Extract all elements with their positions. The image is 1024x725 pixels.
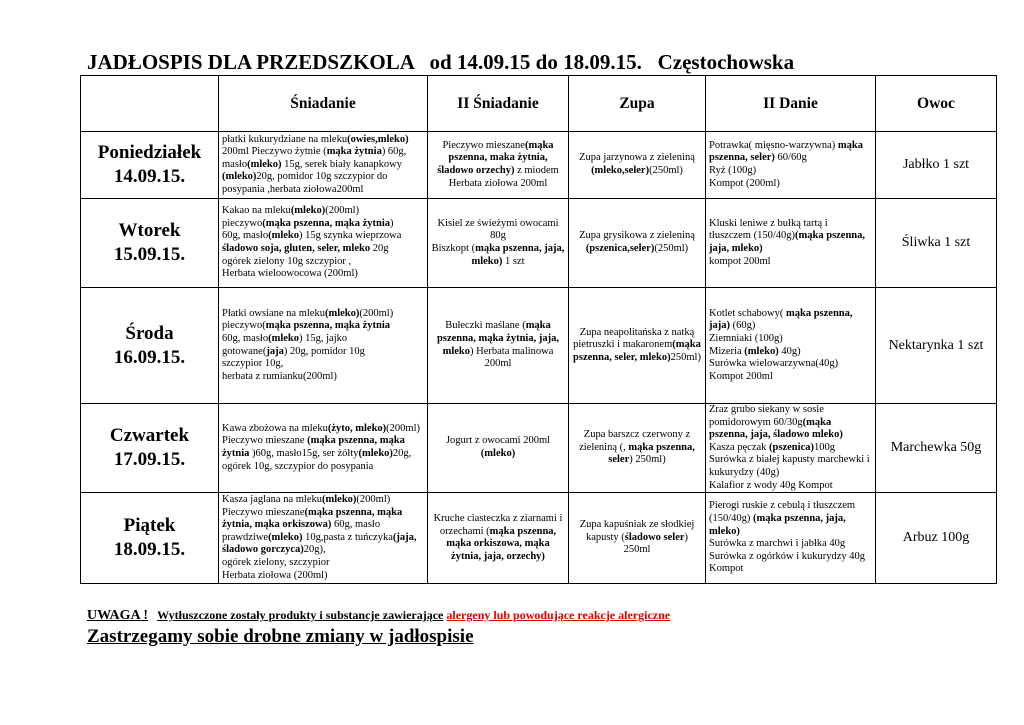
day-date: 14.09.15. xyxy=(113,166,186,187)
allergen-text: mąka pszenna, jaja, mleko) xyxy=(471,243,565,267)
menu-text: Herbata ziołowa (200ml) xyxy=(222,569,328,581)
menu-text: 20g, pomidor 10g szczypior do posypania ,herbata ziołowa200ml xyxy=(222,171,388,195)
allergen-text: (mąka pszenna, jaja, śladowo mleko) xyxy=(709,416,843,441)
day-row xyxy=(81,199,997,288)
day-row xyxy=(81,132,997,199)
menu-text: Kakao na mleku xyxy=(222,205,291,217)
header-owoc: Owoc xyxy=(876,76,997,132)
menu-text: płatki kukurydziane na mleku xyxy=(222,133,348,145)
menu-text: herbata z rumianku(200ml) xyxy=(222,370,337,382)
menu-text: Zupa barszcz czerwony z zieleniną (, xyxy=(579,429,691,453)
allergen-text: (mleko) xyxy=(358,448,393,460)
allergen-text: (mleko xyxy=(268,332,300,344)
allergen-text: śladowo seler xyxy=(624,531,685,543)
day-name: Wtorek xyxy=(118,220,181,241)
menu-text: 20g xyxy=(370,243,389,254)
menu-text: Ziemniaki (100g) xyxy=(709,332,783,344)
menu-text: Kompot 200ml xyxy=(709,370,773,382)
menu-text: Kompot xyxy=(709,563,744,575)
menu-text: (60g) xyxy=(730,320,756,332)
menu-text: pieczywo xyxy=(222,217,263,229)
day-row xyxy=(81,493,997,584)
menu-text: (250ml) xyxy=(649,165,683,176)
allergen-text: (mąka pszenna, maka żytnia, śladowo orzechy) xyxy=(437,139,554,176)
menu-text: 20g), xyxy=(303,544,326,556)
menu-text: (200ml) xyxy=(356,494,391,506)
allergen-text: (mleko) xyxy=(247,158,282,170)
menu-text: Kasza pęczak xyxy=(709,441,770,453)
header-ii-danie: II Danie xyxy=(706,76,876,132)
allergen-text: (mleko) xyxy=(268,531,303,543)
allergen-text: (mąka pszenna, mąka żytnia xyxy=(222,435,405,460)
owoc-cell: Marchewka 50g xyxy=(876,404,997,493)
day-label xyxy=(81,404,219,493)
allergen-text: (mleko xyxy=(268,230,300,242)
allergen-text: (mąka pszenna, seler, mleko) xyxy=(573,339,701,363)
menu-text: Pieczywo mieszane xyxy=(222,435,308,447)
menu-text: 40g) xyxy=(778,345,801,357)
menu-text: Kotlet schabowy( xyxy=(709,307,786,319)
menu-text: Zupa jarzynowa z zieleniną xyxy=(579,152,695,164)
menu-text: 15g, serek biały kanapkowy xyxy=(281,158,402,170)
ii-sniadanie-cell xyxy=(428,199,569,288)
menu-text: 60g, masło prawdziwe xyxy=(222,519,381,543)
allergen-text: mąka pszenna, seler) xyxy=(709,139,863,164)
menu-text: Zupa neapolitańska z natką pietruszki i makaronem xyxy=(573,326,695,351)
allergen-text: (mąka pszenna, jaja, mleko) xyxy=(709,512,846,537)
menu-text: pieczywo( xyxy=(222,320,266,332)
allergen-text: (mleko,seler) xyxy=(591,165,650,176)
menu-text: Bułeczki maślane ( xyxy=(445,320,526,332)
menu-text: 1 szt xyxy=(502,255,525,267)
menu-text: Surówka z marchwi i jabłka 40g xyxy=(709,538,846,550)
menu-text: 60/60g xyxy=(774,152,807,164)
day-label xyxy=(81,199,219,288)
menu-text: Kalafior z wody 40g Kompot xyxy=(709,479,833,491)
day-row xyxy=(81,404,997,493)
allergen-text: (mleko) xyxy=(222,171,257,183)
menu-text: Biszkopt ( xyxy=(431,243,476,254)
header-ii-sniadanie: II Śniadanie xyxy=(428,76,569,132)
menu-text: Potrawka( mięsno-warzywna) xyxy=(709,139,838,151)
header-sniadanie: Śniadanie xyxy=(219,76,428,132)
menu-text: Pieczywo mieszane xyxy=(442,139,525,151)
menu-text: 250ml) xyxy=(670,351,701,363)
menu-text: Pierogi ruskie z cebulą i tłuszczem (150/40g) xyxy=(709,500,856,524)
menu-text: ) xyxy=(390,217,394,229)
allergen-text: jaja xyxy=(266,345,284,357)
menu-text: Kisiel ze świeżymi owocami 80g xyxy=(437,217,559,242)
allergen-text: (mąka pszenna, mąka żytnia, mąka orkiszowa) xyxy=(222,506,403,531)
menu-text: Zraz grubo siekany w sosie pomidorowym 60/30g xyxy=(709,404,824,428)
zupa-cell xyxy=(569,199,706,288)
note-text: Wytłuszczone zostały produkty i substancje zawierające xyxy=(157,608,444,622)
page-title: JADŁOSPIS DLA PRZEDSZKOLA od 14.09.15 do 18.09.15. Częstochowska xyxy=(87,50,795,74)
menu-table xyxy=(80,75,997,584)
menu-text: Zupa grysikowa z zieleniną xyxy=(579,230,695,242)
allergen-text: (mleko) xyxy=(744,345,779,357)
menu-text: 20g, ogórek 10g, szczypior do posypania xyxy=(222,448,412,472)
allergen-text: (mleko) xyxy=(480,448,516,460)
ii-sniadanie-cell xyxy=(428,132,569,199)
allergen-text: mąka pszenna, jaja) xyxy=(709,307,853,332)
menu-text: Herbata wieloowocowa (200ml) xyxy=(222,268,358,280)
menu-text: Płatki owsiane na mleku xyxy=(222,307,325,319)
menu-text: kompot 200ml xyxy=(709,255,771,267)
menu-text: Zupa kapuśniak ze słodkiej kapusty ( xyxy=(579,519,695,543)
header-row xyxy=(81,76,997,132)
day-date: 15.09.15. xyxy=(113,244,186,265)
reserve-notice: Zastrzegamy sobie drobne zmiany w jadłospisie xyxy=(87,626,474,647)
menu-text: Kawa zbożowa na mleku xyxy=(222,422,328,434)
allergen-text: (owies,mleko) xyxy=(347,133,409,145)
sniadanie-cell xyxy=(219,132,428,199)
allergen-text: mąka pszenna, mąka żytnia xyxy=(265,320,390,332)
note-label: UWAGA ! xyxy=(87,608,149,623)
menu-text: Mizeria xyxy=(709,345,745,357)
day-date: 16.09.15. xyxy=(113,346,186,368)
menu-text: 10g,pasta z tuńczyka xyxy=(302,531,393,543)
day-name: Środa xyxy=(125,322,174,344)
menu-text: (250ml) xyxy=(654,243,689,254)
day-name: Poniedziałek xyxy=(97,142,202,163)
menu-text: (200ml) xyxy=(359,307,394,319)
ii-danie-cell xyxy=(706,404,876,493)
menu-text: Kluski leniwe z bułką tartą i tłuszczem (150/40g) xyxy=(709,217,828,242)
menu-text: 60g, masło xyxy=(222,230,269,242)
owoc-cell: Nektarynka 1 szt xyxy=(876,288,997,404)
header-empty xyxy=(81,76,219,132)
menu-text: ) 60g, masło xyxy=(222,146,407,170)
allergen-text: (pszenica) xyxy=(769,441,814,453)
menu-text: ) 15g szynka wieprzowa xyxy=(299,230,402,242)
menu-text: (200ml) xyxy=(386,422,420,434)
menu-text: (200ml) xyxy=(325,205,360,217)
menu-text: Surówka z białej kapusty marchewki i kukurydzy (40g) xyxy=(709,454,870,478)
menu-text: Kasza jaglana na mleku xyxy=(222,494,322,506)
ii-danie-cell xyxy=(706,288,876,404)
header-zupa: Zupa xyxy=(569,76,706,132)
menu-text: Jogurt z owocami 200ml xyxy=(445,435,551,447)
menu-text: gotowane( xyxy=(222,345,267,357)
sniadanie-cell xyxy=(219,493,428,584)
ii-danie-cell xyxy=(706,493,876,584)
menu-text: Kompot (200ml) xyxy=(709,177,780,189)
allergen-text: mąka pszenna, mąka żytnia, jaja, mleko xyxy=(437,320,559,357)
menu-text: 60g, masło xyxy=(222,332,269,344)
day-row xyxy=(81,288,997,404)
menu-text: ogórek zielony 10g szczypior , xyxy=(222,255,352,267)
day-label xyxy=(81,132,219,199)
allergen-text: (mąka pszenna, jaja, mleko) xyxy=(709,230,866,254)
ii-sniadanie-cell xyxy=(428,404,569,493)
zupa-cell xyxy=(569,404,706,493)
allergen-text: (mleko) xyxy=(322,494,357,506)
ii-danie-cell xyxy=(706,132,876,199)
menu-text: Ryż (100g) xyxy=(709,165,757,176)
owoc-cell: Arbuz 100g xyxy=(876,493,997,584)
ii-sniadanie-cell xyxy=(428,288,569,404)
allergen-text: (pszenica,seler) xyxy=(585,243,655,254)
allergen-text: (mleko) xyxy=(324,307,360,319)
sniadanie-cell xyxy=(219,404,428,493)
menu-text: ) Herbata malinowa 200ml xyxy=(470,345,554,370)
day-label xyxy=(81,288,219,404)
allergen-text: mąka pszenna, seler xyxy=(608,441,695,466)
sniadanie-cell xyxy=(219,288,428,404)
day-name: Czwartek xyxy=(109,425,190,447)
allergen-text: śladowo soja, gluten, seler, mleko xyxy=(222,243,371,254)
menu-text: ogórek zielony, szczypior xyxy=(222,557,330,569)
allergen-text: (mleko) xyxy=(290,205,326,217)
menu-text: ) 15g, jajko xyxy=(299,332,348,344)
menu-text: Pieczywo mieszane xyxy=(222,506,305,518)
menu-text: ) 20g, pomidor 10g xyxy=(283,345,365,357)
menu-text: ) 250ml) xyxy=(629,454,666,466)
zupa-cell xyxy=(569,132,706,199)
note-allergen-text: alergeny lub powodujące reakcje alergiczne xyxy=(446,608,671,622)
allergen-note xyxy=(87,608,670,624)
ii-sniadanie-cell xyxy=(428,493,569,584)
ii-danie-cell xyxy=(706,199,876,288)
menu-text: Surówka z ogórków i kukurydzy 40g xyxy=(709,550,866,562)
menu-text: ) 250ml xyxy=(623,531,689,556)
allergen-text: (mąka pszenna, mąka żytnia xyxy=(262,217,390,229)
allergen-text: (żyto, mleko) xyxy=(327,422,387,434)
menu-text: szczypior 10g, xyxy=(222,358,284,370)
owoc-cell: Jabłko 1 szt xyxy=(876,132,997,199)
allergen-text: mąka pszenna, mąka orkiszowa, mąka żytnia, jaja, orzechy) xyxy=(446,525,557,562)
menu-text: Surówka wielowarzywna(40g) xyxy=(709,358,839,370)
day-label xyxy=(81,493,219,584)
day-name: Piątek xyxy=(123,515,176,537)
menu-text: 200ml Pieczywo żytnie ( xyxy=(222,146,327,158)
allergen-text: (jaja, śladowo gorczyca) xyxy=(222,531,417,556)
menu-text: 100g xyxy=(813,441,835,453)
day-date: 17.09.15. xyxy=(113,449,186,471)
sniadanie-cell xyxy=(219,199,428,288)
menu-text: z miodem Herbata ziołowa 200ml xyxy=(448,165,559,189)
owoc-cell: Śliwka 1 szt xyxy=(876,199,997,288)
day-date: 18.09.15. xyxy=(113,539,186,561)
menu-text: )60g, masło15g, ser żółty xyxy=(249,448,359,460)
zupa-cell xyxy=(569,493,706,584)
menu-text: Kruche ciasteczka z ziarnami i orzechami ( xyxy=(433,512,563,537)
zupa-cell xyxy=(569,288,706,404)
allergen-text: mąka żytnia xyxy=(326,146,382,158)
